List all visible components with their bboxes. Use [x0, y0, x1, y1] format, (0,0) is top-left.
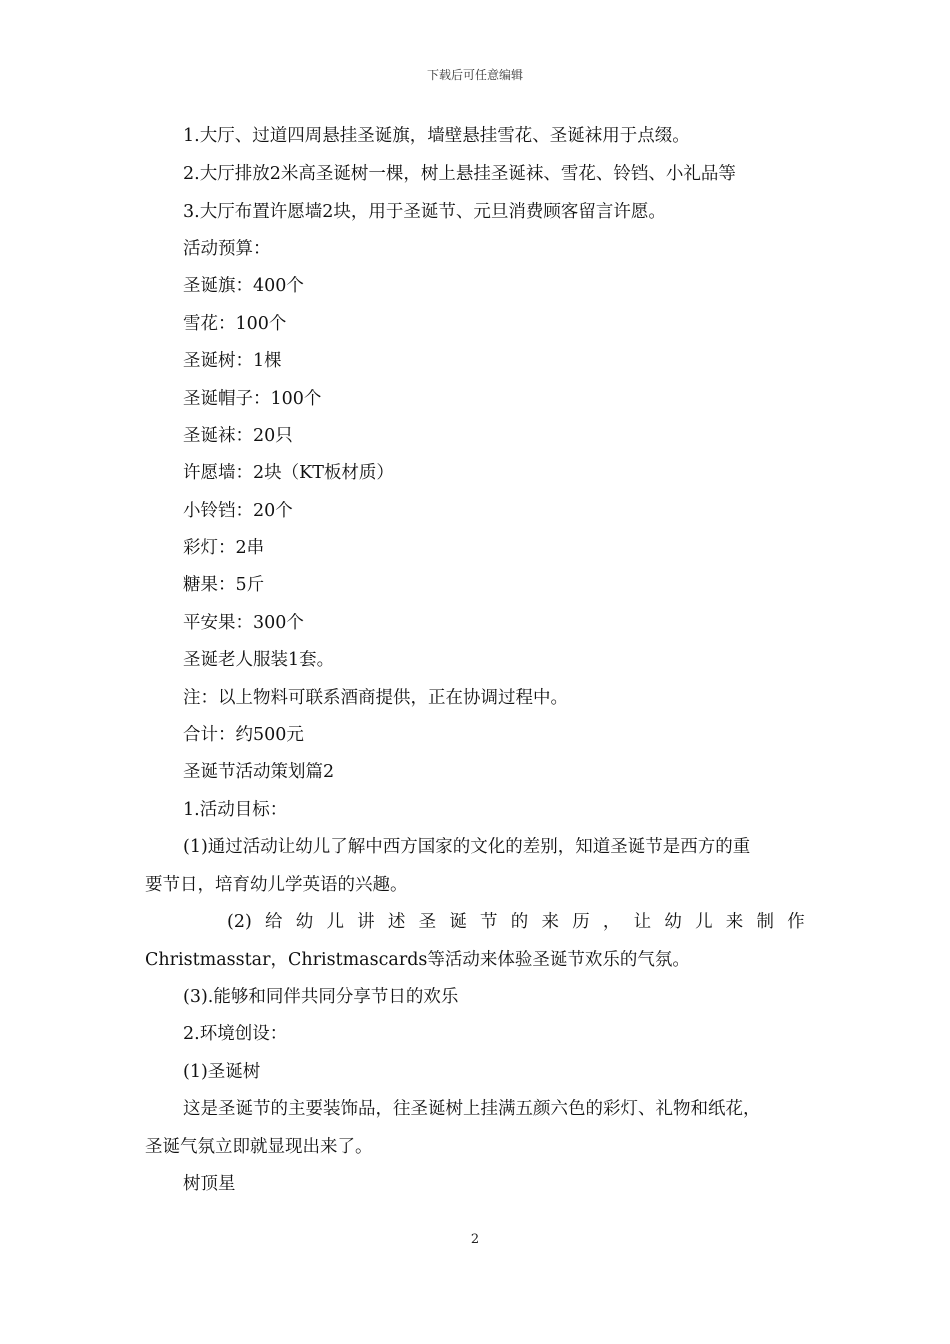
paragraph-line: Christmasstar，Christmascards等活动来体验圣诞节欢乐的气氛。 — [145, 950, 690, 970]
line-segment: 讲 — [357, 912, 375, 932]
paragraph-line: 2.大厅排放2米高圣诞树一棵，树上悬挂圣诞袜、雪花、铃铛、小礼品等 — [183, 164, 736, 184]
paragraph-line: 树顶星 — [183, 1174, 236, 1194]
line-segment: 幼 — [664, 912, 682, 932]
page-number: 2 — [470, 1232, 480, 1247]
line-segment: 作 — [787, 912, 805, 932]
line-segment: 述 — [387, 912, 406, 932]
paragraph-line: 圣诞树：1棵 — [183, 351, 282, 371]
paragraph-line: 糖果：5斤 — [183, 575, 265, 595]
paragraph-line: 合计：约500元 — [183, 725, 304, 745]
paragraph-line: 彩灯：2串 — [183, 538, 265, 558]
paragraph-line: 要节日，培育幼儿学英语的兴趣。 — [145, 875, 408, 895]
line-segment: 让 — [633, 912, 652, 932]
line-segment: 幼 — [295, 912, 314, 932]
paragraph-line: 圣诞帽子：100个 — [183, 389, 322, 409]
paragraph-line: (1)圣诞树 — [183, 1062, 261, 1082]
paragraph-line: 1.活动目标： — [183, 800, 288, 820]
paragraph-line: 圣诞老人服装1套。 — [183, 650, 335, 670]
paragraph-line: 小铃铛：20个 — [183, 501, 293, 521]
line-segment: 圣 — [418, 912, 437, 932]
paragraph-line: 注：以上物料可联系酒商提供，正在协调过程中。 — [183, 688, 568, 708]
paragraph-line: 1.大厅、过道四周悬挂圣诞旗，墙壁悬挂雪花、圣诞袜用于点缀。 — [183, 126, 690, 146]
paragraph-line: 许愿墙：2块（KT板材质） — [183, 463, 394, 483]
paragraph-line: 活动预算： — [183, 239, 271, 259]
line-segment: 来 — [541, 912, 559, 932]
line-segment: ， — [602, 912, 621, 932]
paragraph-line: 雪花：100个 — [183, 314, 287, 334]
line-segment: 儿 — [695, 912, 713, 932]
paragraph-line: 圣诞袜：20只 — [183, 426, 293, 446]
line-segment: 制 — [756, 912, 775, 932]
line-segment: 节 — [480, 912, 498, 932]
line-segment: (2) — [227, 912, 252, 932]
paragraph-line: (1)通过活动让幼儿了解中西方国家的文化的差别，知道圣诞节是西方的重 — [183, 837, 751, 857]
line-segment: 给 — [265, 912, 283, 932]
line-segment: 诞 — [449, 912, 467, 932]
paragraph-line: 圣诞旗：400个 — [183, 276, 304, 296]
paragraph-line: 平安果：300个 — [183, 613, 304, 633]
section-title: 圣诞节活动策划篇2 — [183, 762, 335, 782]
paragraph-line: 这是圣诞节的主要装饰品，往圣诞树上挂满五颜六色的彩灯、礼物和纸花， — [183, 1099, 761, 1119]
page-header: 下载后可任意编辑 — [426, 68, 523, 82]
paragraph-line: 3.大厅布置许愿墙2块，用于圣诞节、元旦消费顾客留言许愿。 — [183, 202, 666, 222]
line-segment: 来 — [725, 912, 744, 932]
line-segment: 儿 — [326, 912, 344, 932]
justified-line — [183, 910, 805, 934]
paragraph-line: 圣诞气氛立即就显现出来了。 — [145, 1137, 373, 1157]
paragraph-line: (3).能够和同伴共同分享节日的欢乐 — [183, 987, 459, 1007]
line-segment: 历 — [572, 912, 590, 932]
paragraph-line: 2.环境创设： — [183, 1024, 288, 1044]
line-segment: 的 — [510, 912, 529, 932]
